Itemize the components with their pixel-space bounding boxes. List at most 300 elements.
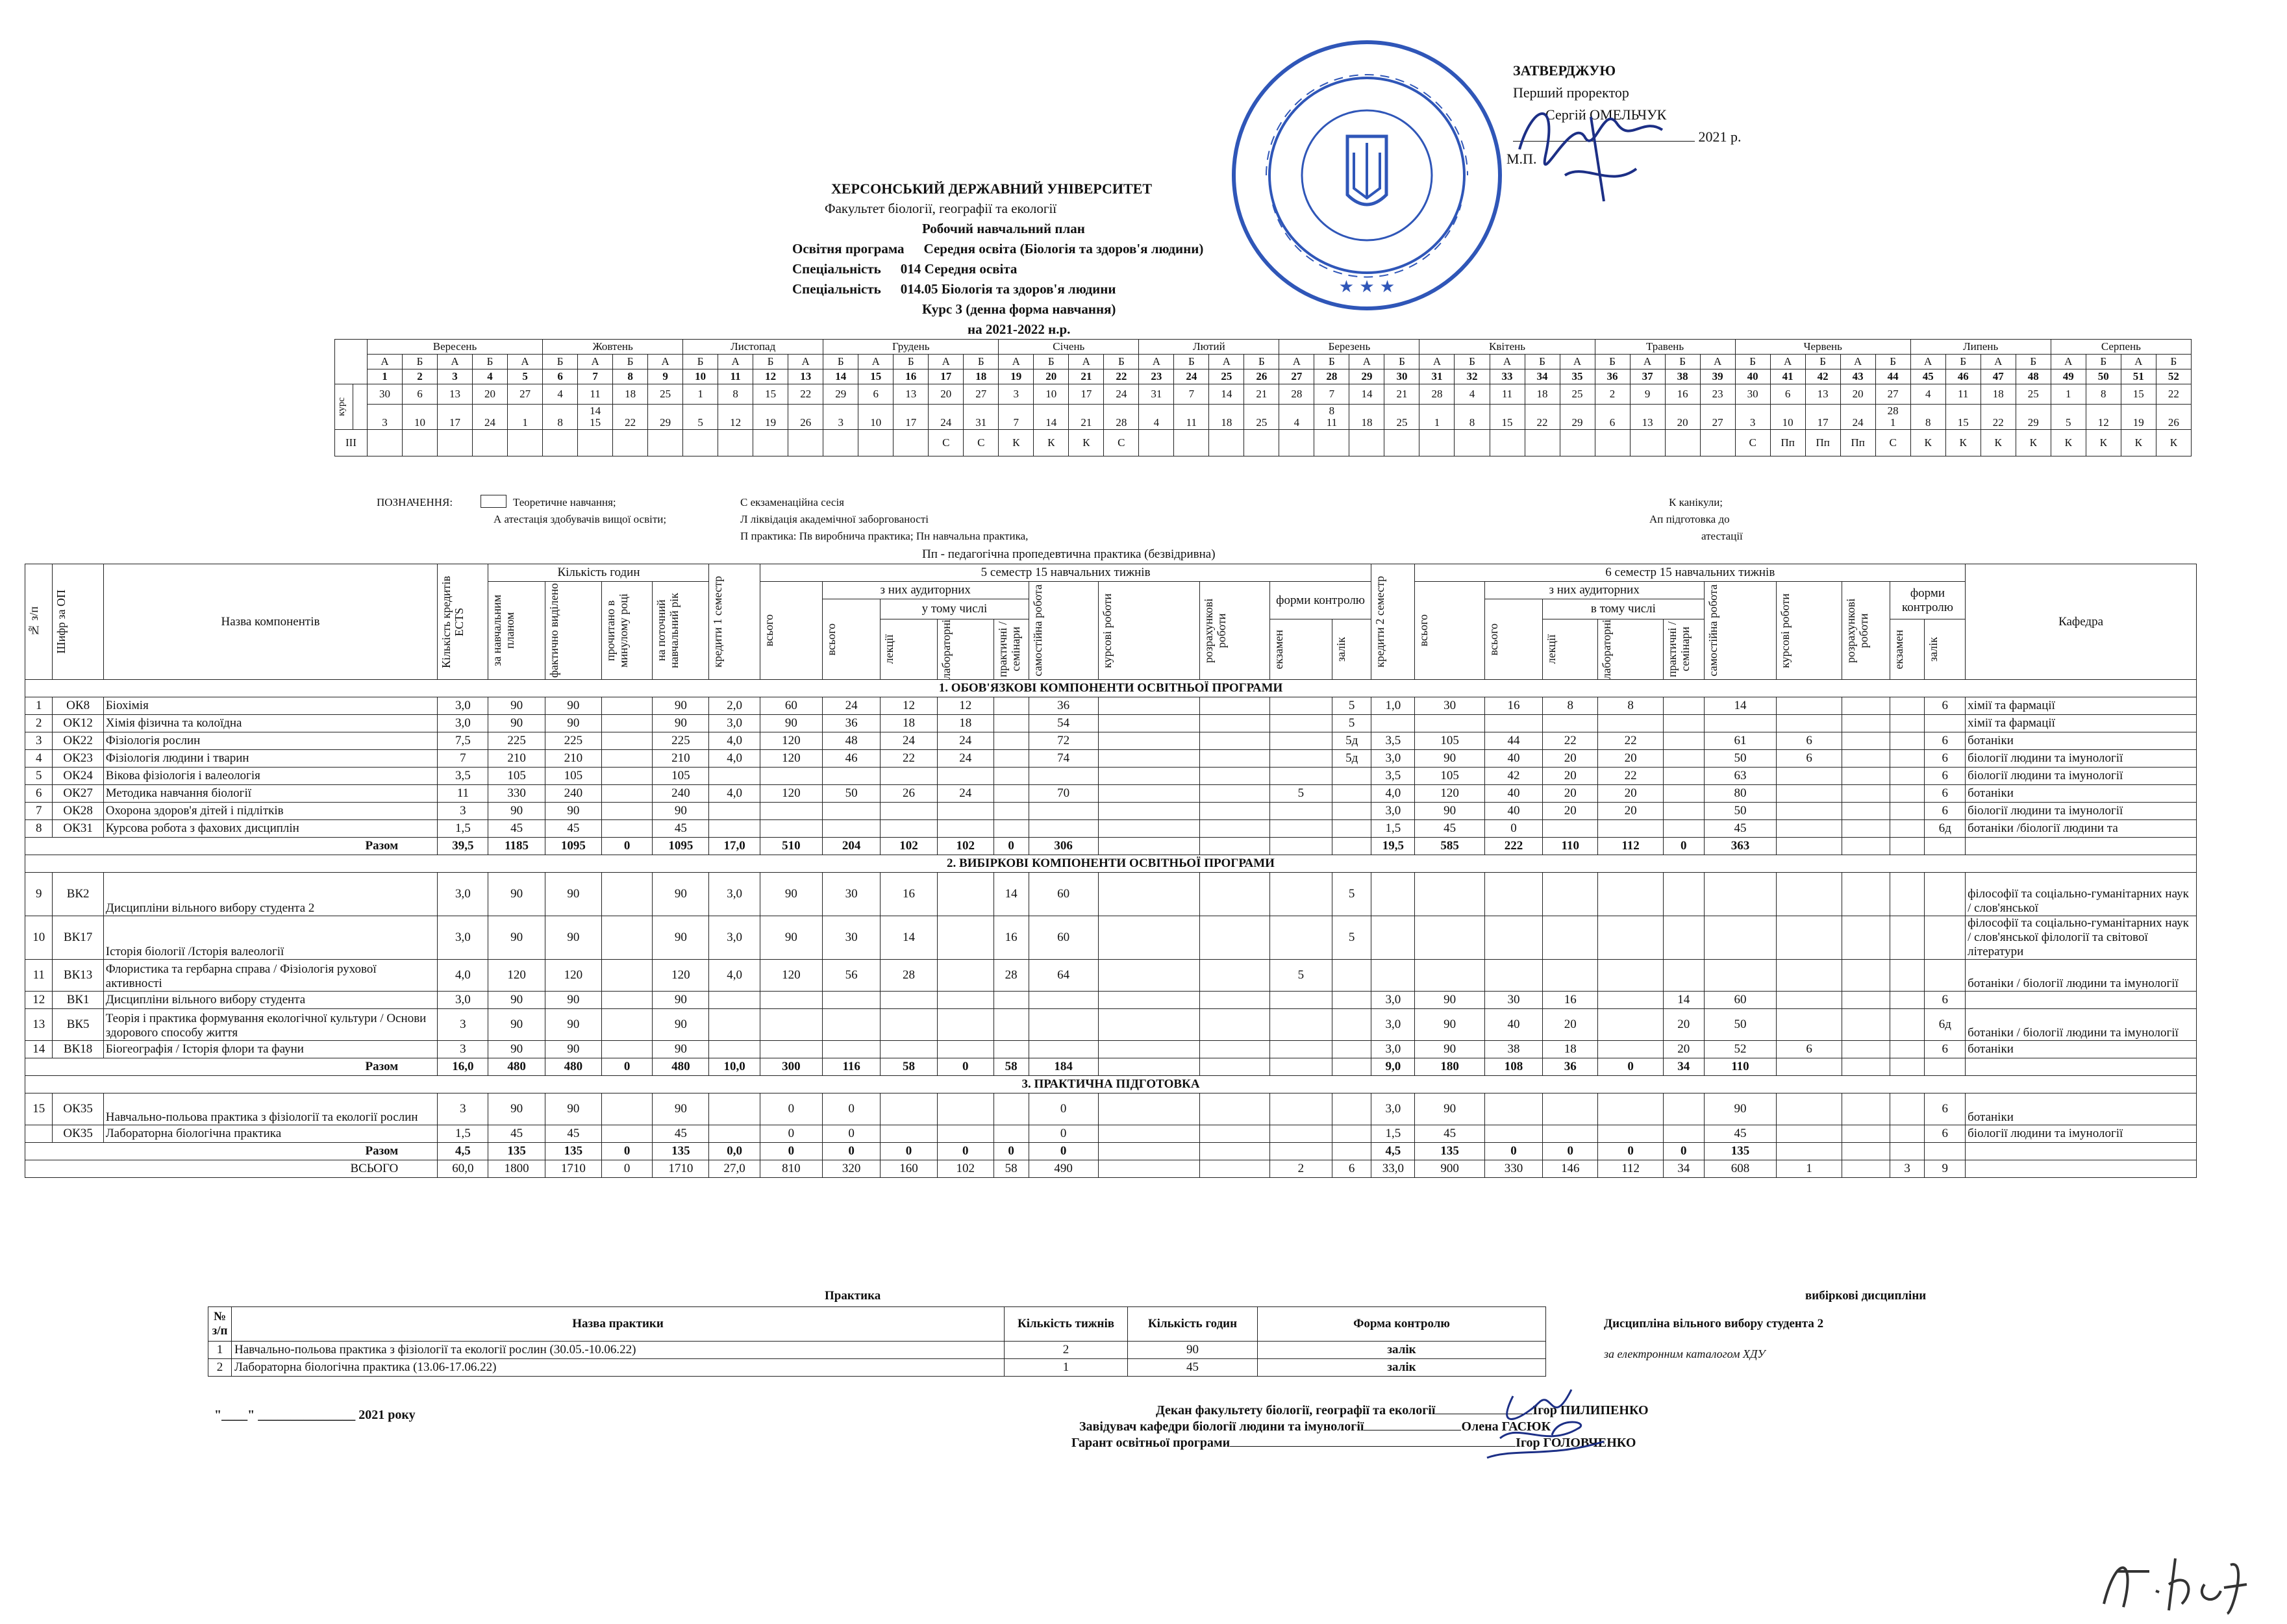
calendar-activity	[438, 430, 473, 456]
cell	[1777, 1093, 1842, 1125]
cell: 24	[937, 750, 994, 768]
cell: 0,0	[709, 1143, 760, 1160]
cell: 20	[1543, 750, 1598, 768]
cell: 20	[1543, 1009, 1598, 1041]
calendar-ab: Б	[1314, 355, 1349, 369]
cell	[601, 916, 652, 960]
cell: 90	[488, 1009, 545, 1041]
calendar-activity: С	[929, 430, 964, 456]
cell	[1269, 1093, 1332, 1125]
cell	[1777, 1058, 1842, 1076]
academic-year: на 2021-2022 н.р.	[968, 321, 1071, 337]
cell: 5	[1332, 697, 1371, 715]
cell: 90	[653, 1009, 709, 1041]
component-name: Методика навчання біології	[103, 785, 437, 803]
cell	[1098, 916, 1200, 960]
cell	[994, 768, 1029, 785]
cell: 14	[994, 873, 1029, 916]
footer-signatures	[1474, 1377, 1630, 1461]
component-name: Фізіологія рослин	[103, 732, 437, 750]
calendar-week: 45	[1910, 369, 1945, 384]
cell	[1890, 960, 1925, 992]
cell	[760, 820, 822, 838]
cell: 160	[881, 1160, 937, 1178]
cell: 61	[1704, 732, 1777, 750]
cell: 50	[822, 785, 880, 803]
calendar-ab: Б	[1665, 355, 1700, 369]
cell: 3,5	[1371, 768, 1415, 785]
cell: 20	[1663, 1041, 1704, 1058]
cell: 70	[1029, 785, 1098, 803]
cell: 330	[1484, 1160, 1542, 1178]
cell: 3,0	[1371, 1093, 1415, 1125]
calendar-end-day: 26	[2156, 405, 2191, 430]
calendar-month: Липень	[1910, 340, 2051, 355]
calendar-activity: К	[1910, 430, 1945, 456]
calendar-start-day: 30	[368, 384, 403, 405]
cell: 16	[1543, 992, 1598, 1009]
cell	[1842, 1160, 1890, 1178]
calendar-end-day: 1	[508, 405, 543, 430]
calendar-end-day: 18	[1349, 405, 1384, 430]
calendar-week: 14	[823, 369, 858, 384]
header-name: Назва компонентів	[103, 564, 437, 680]
cell: 14	[1663, 992, 1704, 1009]
header-cr2: кредити 2 семестр	[1373, 576, 1387, 668]
electives-item: Дисципліна вільного вибору студента 2	[1604, 1317, 1824, 1330]
header-self5: самостійна робота	[1031, 584, 1044, 677]
cell	[1200, 768, 1269, 785]
calendar-week: 50	[2086, 369, 2121, 384]
legend-prep2: атестації	[1701, 530, 1743, 542]
cell: 38	[1484, 1041, 1542, 1058]
calendar-month: Березень	[1279, 340, 1419, 355]
calendar-start-day: 27	[1875, 384, 1910, 405]
calendar-end-day: 25	[1244, 405, 1279, 430]
cell	[760, 1009, 822, 1041]
calendar-activity: К	[2051, 430, 2086, 456]
cell: ВК1	[53, 992, 103, 1009]
cell: 74	[1029, 750, 1098, 768]
cell: 90	[760, 873, 822, 916]
cell: 3,5	[1371, 732, 1415, 750]
calendar-ab: А	[1700, 355, 1735, 369]
cell: 90	[760, 916, 822, 960]
approval-name: Сергій ОМЕЛЬЧУК	[1545, 106, 1667, 123]
cell: 90	[653, 873, 709, 916]
approval-mp: М.П.	[1506, 151, 1537, 167]
cell: 4,0	[709, 785, 760, 803]
table-row	[25, 732, 2197, 750]
cell	[601, 785, 652, 803]
calendar-activity: К	[2121, 430, 2156, 456]
calendar-start-day: 13	[1805, 384, 1840, 405]
department: ботаніки / біології людини та імунології	[1966, 1009, 2197, 1041]
cell	[1842, 820, 1890, 838]
calendar-activity	[1630, 430, 1665, 456]
guarant-name: Ігор ГОЛОВЧЕНКО	[1516, 1436, 1636, 1450]
calendar-week: 52	[2156, 369, 2191, 384]
cell	[1200, 1093, 1269, 1125]
calendar-start-day: 24	[1104, 384, 1139, 405]
calendar-week: 15	[858, 369, 894, 384]
spec-label: Спеціальність	[792, 261, 881, 277]
cell	[1777, 838, 1842, 855]
cell	[1842, 785, 1890, 803]
cell: 90	[653, 1041, 709, 1058]
header-plan: за навчальним планом	[490, 594, 517, 667]
cell	[1332, 1009, 1371, 1041]
calendar-ab: А	[858, 355, 894, 369]
cell	[937, 1041, 994, 1058]
cell: 184	[1029, 1058, 1098, 1076]
calendar-activity: К	[1069, 430, 1104, 456]
calendar-month: Вересень	[368, 340, 543, 355]
calendar-end-day: 20	[1665, 405, 1700, 430]
cell: 20	[1543, 785, 1598, 803]
cell: 90	[653, 715, 709, 732]
plan-title: Робочий навчальний план	[922, 221, 1085, 236]
cell: 17,0	[709, 838, 760, 855]
cell: 16,0	[438, 1058, 488, 1076]
calendar-month: Квітень	[1419, 340, 1595, 355]
calendar-start-day: 6	[1770, 384, 1805, 405]
cell	[1200, 750, 1269, 768]
total-row	[25, 1160, 2197, 1178]
cell	[1098, 873, 1200, 916]
faculty-name: Факультет біології, географії та екології	[825, 201, 1057, 216]
cell: 11	[25, 960, 53, 992]
cell: 16	[881, 873, 937, 916]
cell	[1200, 697, 1269, 715]
cell	[1842, 1143, 1890, 1160]
calendar-week: 44	[1875, 369, 1910, 384]
calendar-start-day: 7	[1174, 384, 1209, 405]
cell	[1925, 838, 1966, 855]
cell: 7	[25, 803, 53, 820]
calendar-start-day: 4	[1455, 384, 1490, 405]
cell	[1200, 960, 1269, 992]
calendar-end-day: 22	[1525, 405, 1560, 430]
cell	[994, 803, 1029, 820]
cell: 9	[1925, 1160, 1966, 1178]
electives-title: вибіркові дисципліни	[1805, 1289, 1927, 1303]
cell: 6	[1925, 785, 1966, 803]
calendar-week: 32	[1455, 369, 1490, 384]
calendar-week: 48	[2016, 369, 2051, 384]
cell	[709, 803, 760, 820]
cell: ВК17	[53, 916, 103, 960]
component-name: Разом	[25, 1143, 438, 1160]
calendar-activity	[858, 430, 894, 456]
cell	[1543, 916, 1598, 960]
cell: 90	[488, 697, 545, 715]
calendar-week: 13	[788, 369, 823, 384]
cell: 4,0	[1371, 785, 1415, 803]
cell: 1,0	[1371, 697, 1415, 715]
table-row	[25, 1125, 2197, 1143]
cell	[1269, 992, 1332, 1009]
cell: 24	[822, 697, 880, 715]
practice-cell: Навчально-польова практика з фізіології та екології рослин (30.05.-10.06.22)	[232, 1342, 1005, 1359]
cell: ОК31	[53, 820, 103, 838]
calendar-ab: Б	[1735, 355, 1770, 369]
cell: 6	[1925, 1041, 1966, 1058]
cell	[1269, 750, 1332, 768]
cell	[1663, 1125, 1704, 1143]
calendar-ab: А	[508, 355, 543, 369]
cell: 222	[1484, 838, 1542, 855]
sum-row	[25, 1143, 2197, 1160]
cell: 30	[822, 873, 880, 916]
cell: 180	[1415, 1058, 1484, 1076]
cell: ВК2	[53, 873, 103, 916]
cell	[709, 768, 760, 785]
cell	[1663, 750, 1704, 768]
approval-position: Перший проректор	[1513, 84, 1629, 101]
cell: 22	[1543, 732, 1598, 750]
calendar-week: 11	[718, 369, 753, 384]
cell: 105	[1415, 768, 1484, 785]
header-aud5: з них аудиторних	[822, 582, 1029, 599]
cell	[601, 715, 652, 732]
cell	[1200, 803, 1269, 820]
cell	[822, 992, 880, 1009]
cell: 58	[881, 1058, 937, 1076]
cell	[1598, 916, 1664, 960]
cell	[881, 1093, 937, 1125]
calendar-ab: Б	[403, 355, 438, 369]
head-role: Завідувач кафедри біології людини та імунології	[1079, 1419, 1364, 1434]
cell: 56	[822, 960, 880, 992]
component-name: Курсова робота з фахових дисциплін	[103, 820, 437, 838]
cell	[1890, 1041, 1925, 1058]
component-name: ВСЬОГО	[25, 1160, 438, 1178]
cell	[1332, 785, 1371, 803]
calendar-activity	[1525, 430, 1560, 456]
calendar-week: 20	[1034, 369, 1069, 384]
cell	[1704, 916, 1777, 960]
calendar-end-day: 10	[1770, 405, 1805, 430]
cell	[822, 803, 880, 820]
calendar-activity	[508, 430, 543, 456]
calendar-activity: К	[1945, 430, 1981, 456]
section-electives: 2. ВИБІРКОВІ КОМПОНЕНТИ ОСВІТНЬОЇ ПРОГРАМИ	[25, 855, 2197, 873]
cell: 810	[760, 1160, 822, 1178]
cell: 210	[545, 750, 601, 768]
handwritten-note	[2097, 1545, 2253, 1617]
cell	[601, 960, 652, 992]
cell	[1663, 785, 1704, 803]
cell	[881, 820, 937, 838]
calendar-activity	[1384, 430, 1419, 456]
calendar-week: 40	[1735, 369, 1770, 384]
calendar-start-day: 20	[1840, 384, 1875, 405]
calendar-end-day: 14	[1034, 405, 1069, 430]
header-lab6: лабораторні	[1600, 619, 1614, 679]
cell: 0	[1029, 1143, 1098, 1160]
calendar-start-day: 25	[648, 384, 683, 405]
cell: 135	[545, 1143, 601, 1160]
header-prev: прочитано в минулому році	[603, 593, 630, 668]
cell	[601, 1125, 652, 1143]
header-lab5: лабораторні	[939, 619, 953, 679]
cell: 5	[1332, 715, 1371, 732]
cell: 480	[488, 1058, 545, 1076]
calendar-end-day: 12	[718, 405, 753, 430]
calendar-start-day: 16	[1665, 384, 1700, 405]
cell	[1663, 873, 1704, 916]
cell: 4,0	[709, 750, 760, 768]
practice-cell: 90	[1128, 1342, 1258, 1359]
calendar-week: 24	[1174, 369, 1209, 384]
cell: 90	[1415, 1041, 1484, 1058]
cell: 13	[25, 1009, 53, 1041]
cell: 105	[1415, 732, 1484, 750]
cell: 4,0	[709, 960, 760, 992]
cell	[601, 992, 652, 1009]
practice-cell: Лабораторна біологічна практика (13.06-17.06.22)	[232, 1359, 1005, 1377]
calendar-activity	[1139, 430, 1174, 456]
calendar-week: 43	[1840, 369, 1875, 384]
cell: ОК35	[53, 1093, 103, 1125]
cell	[1484, 960, 1542, 992]
cell	[1777, 820, 1842, 838]
calendar-ab: А	[578, 355, 613, 369]
calendar-start-day: 15	[2121, 384, 2156, 405]
cell: 0	[601, 838, 652, 855]
calendar-ab: А	[438, 355, 473, 369]
cell	[1777, 1143, 1842, 1160]
cell	[1842, 732, 1890, 750]
cell	[937, 873, 994, 916]
calendar-ab: Б	[2086, 355, 2121, 369]
calendar-week: 5	[508, 369, 543, 384]
calendar-week: 21	[1069, 369, 1104, 384]
calendar-activity: Пп	[1805, 430, 1840, 456]
cell	[1332, 992, 1371, 1009]
calendar-end-day: 25	[1384, 405, 1419, 430]
cell: 3,0	[709, 715, 760, 732]
cell	[1269, 1058, 1332, 1076]
calendar-start-day: 29	[823, 384, 858, 405]
calendar-ab: Б	[1034, 355, 1069, 369]
cell	[881, 1041, 937, 1058]
calendar-end-day: 10	[403, 405, 438, 430]
cell: 22	[1598, 732, 1664, 750]
table-row	[25, 1041, 2197, 1058]
cell	[1842, 715, 1890, 732]
practice-cell: залік	[1258, 1359, 1546, 1377]
cell	[1098, 1160, 1200, 1178]
cell: ОК24	[53, 768, 103, 785]
department: ботаніки /біології людини та	[1966, 820, 2197, 838]
header-calc5: розрахункові роботи	[1202, 598, 1229, 663]
cell: 28	[994, 960, 1029, 992]
department	[1966, 838, 2197, 855]
cell: 40	[1484, 803, 1542, 820]
cell	[1842, 750, 1890, 768]
calendar-ab: Б	[1945, 355, 1981, 369]
cell	[1200, 1058, 1269, 1076]
cell	[994, 732, 1029, 750]
table-row	[25, 697, 2197, 715]
calendar-end-day: 8	[1455, 405, 1490, 430]
cell: 135	[1415, 1143, 1484, 1160]
cell: 225	[653, 732, 709, 750]
cell	[994, 1093, 1029, 1125]
cell	[1269, 1125, 1332, 1143]
component-name: Історія біології /Історія валеології	[103, 916, 437, 960]
cell: 45	[1704, 820, 1777, 838]
calendar-week: 31	[1419, 369, 1455, 384]
practice-cell: 1	[1005, 1359, 1128, 1377]
cell: 3,0	[438, 992, 488, 1009]
calendar-start-day: 14	[1209, 384, 1244, 405]
calendar-week: 3	[438, 369, 473, 384]
cell	[1415, 715, 1484, 732]
calendar-month: Серпень	[2051, 340, 2191, 355]
calendar-ab: А	[1209, 355, 1244, 369]
cell	[1415, 916, 1484, 960]
calendar-start-day: 25	[2016, 384, 2051, 405]
cell: 18	[881, 715, 937, 732]
header-calc6: розрахункові роботи	[1844, 598, 1870, 663]
cell	[1777, 697, 1842, 715]
calendar-end-day: 17	[438, 405, 473, 430]
cell	[1371, 916, 1415, 960]
department: ботаніки	[1966, 732, 2197, 750]
calendar-week: 18	[964, 369, 999, 384]
cell: 12	[937, 697, 994, 715]
calendar-start-day: 28	[1279, 384, 1314, 405]
cell: 90	[545, 697, 601, 715]
cell: ОК35	[53, 1125, 103, 1143]
cell	[822, 1041, 880, 1058]
cell	[601, 697, 652, 715]
calendar-activity	[788, 430, 823, 456]
cell: 90	[545, 803, 601, 820]
cell	[1098, 697, 1200, 715]
cell: 90	[488, 916, 545, 960]
cell	[709, 820, 760, 838]
cell: 24	[937, 785, 994, 803]
cell: 45	[653, 820, 709, 838]
cell: 20	[1663, 1009, 1704, 1041]
calendar-activity	[578, 430, 613, 456]
calendar-end-day: 3	[823, 405, 858, 430]
cell: 18	[1543, 1041, 1598, 1058]
legend-theory: Теоретичне навчання;	[513, 496, 616, 508]
component-name: Флористика та гербарна справа / Фізіологія рухової активності	[103, 960, 437, 992]
cell	[601, 750, 652, 768]
cell	[1925, 1058, 1966, 1076]
calendar-end-day: 26	[788, 405, 823, 430]
cell: 16	[1484, 697, 1542, 715]
cell	[1842, 803, 1890, 820]
cell: 60	[1029, 873, 1098, 916]
cell: 0	[822, 1125, 880, 1143]
cell	[1269, 916, 1332, 960]
calendar-week: 27	[1279, 369, 1314, 384]
cell: 6	[1925, 1125, 1966, 1143]
cell	[1598, 1125, 1664, 1143]
cell	[1200, 1009, 1269, 1041]
curriculum-table	[25, 564, 2197, 1178]
calendar-ab: Б	[964, 355, 999, 369]
cell: 20	[1598, 803, 1664, 820]
cell	[1598, 873, 1664, 916]
